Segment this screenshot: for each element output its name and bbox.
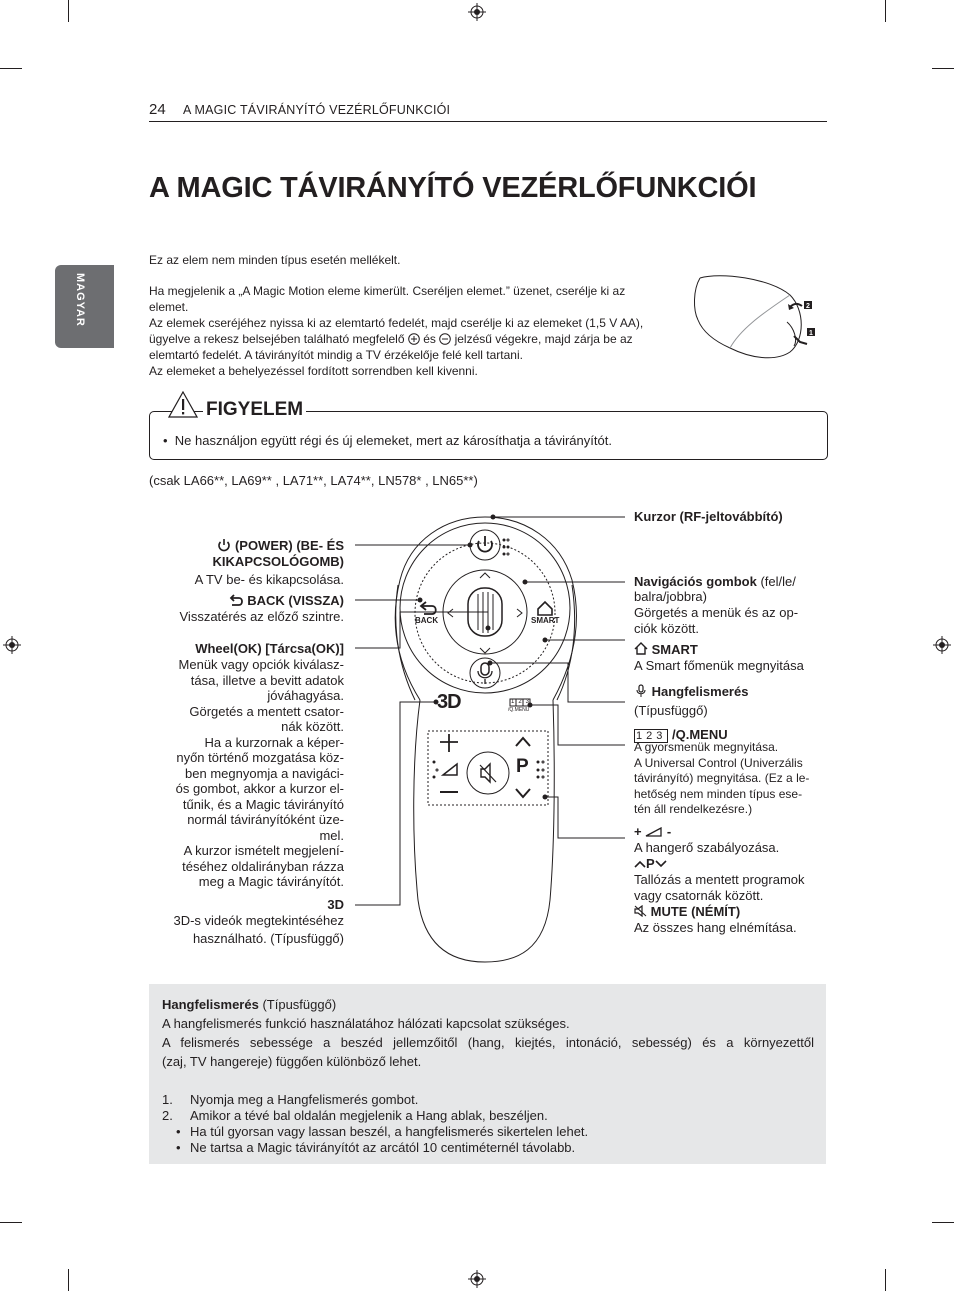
wheel-desc-line: mel.: [319, 827, 344, 843]
caution-bullet-text: Ne használjon együtt régi és új elemeket, mert az károsíthatja a távirányítót.: [174, 433, 612, 448]
back-label: [229, 593, 344, 609]
qmenu-desc-line: A Universal Control (Univerzális: [634, 755, 803, 770]
voice-box-title-text: Hangfelismerés: [162, 997, 259, 1012]
back-icon: [229, 594, 244, 606]
intro-line: Az elemeket a behelyezéssel fordított sorrendben kell kivenni.: [149, 364, 478, 378]
intro-line: Az elemek cseréjéhez nyissa ki az elemtartó fedelét, majd cserélje ki az elemeket (1,5 V AA),: [149, 316, 644, 330]
crop-mark: [885, 1269, 886, 1291]
qmenu-desc-line: A gyorsmenük megnyitása.: [634, 740, 779, 754]
program-title: P: [646, 856, 655, 871]
intro-line: elemet.: [149, 300, 189, 314]
caution-title: FIGYELEM: [203, 399, 306, 421]
voice-box-line: A felismerés sebessége a beszéd jellemzőitől (hang, kiejtés, intonáció, sebesség) és a környezettől: [162, 1035, 814, 1050]
mute-icon: [634, 905, 647, 917]
registration-mark-icon: [933, 636, 951, 654]
power-desc: A TV be- és kikapcsolása.: [194, 572, 344, 587]
running-title: A MAGIC TÁVIRÁNYÍTÓ VEZÉRLŐFUNKCIÓI: [183, 103, 451, 117]
wheel-desc-line: A kurzor ismételt megjelení-: [183, 843, 344, 858]
voice-desc: (Típusfüggő): [634, 703, 708, 718]
wheel-desc-line: ben megnyomja a navigáci-: [185, 765, 344, 781]
wheel-title: Wheel(OK) [Tárcsa(OK)]: [195, 641, 344, 656]
remote-smart-label: SMART: [531, 616, 560, 625]
program-desc: Tallózás a mentett programok: [634, 872, 805, 887]
bullet-text: Ha túl gyorsan vagy lassan beszél, a hangfelismerés sikertelen lehet.: [190, 1124, 589, 1139]
qmenu-title: /Q.MENU: [671, 727, 728, 742]
power-title: (POWER) (BE- ÉS: [234, 538, 344, 553]
step-text: Nyomja meg a Hangfelismerés gombot.: [190, 1092, 419, 1107]
page-number: 24: [149, 101, 166, 118]
program-desc: vagy csatornák között.: [634, 888, 764, 903]
wheel-desc-line: ós gombot, akkor a kurzor el-: [175, 781, 344, 796]
volume-icon: [645, 827, 663, 837]
threed-desc: használható. (Típusfüggő): [192, 931, 344, 946]
intro-text: ügyelve a rekesz belsejében található megfelelő: [149, 332, 405, 346]
crop-mark: [932, 68, 954, 69]
nav-desc: balra/jobbra): [634, 589, 707, 604]
power-label: [217, 538, 344, 554]
wheel-desc-line: Ha a kurzornak a képer-: [204, 734, 344, 750]
intro-line: Ha megjelenik a „A Magic Motion eleme kimerült. Cseréljen elemet.” üzenet, cserélje ki az: [149, 284, 626, 298]
smart-title: SMART: [651, 642, 698, 657]
qmenu-desc-line: távirányító) megnyitása. (Ez a le-: [634, 771, 810, 785]
registration-mark-icon: [468, 3, 486, 21]
voice-box-title-suffix: (Típusfüggő): [262, 997, 337, 1012]
smart-label: [634, 642, 698, 658]
mute-label: [634, 904, 740, 920]
qmenu-digits-icon: 123: [636, 730, 667, 742]
bullet-dot: •: [176, 1140, 181, 1155]
nav-title: Navigációs gombok: [634, 574, 757, 589]
crop-mark: [68, 0, 69, 22]
wheel-desc-line: nyőn történő mozgatása köz-: [176, 750, 344, 765]
intro-text: jelzésű végekre, majd zárja be az: [454, 332, 633, 346]
battery-cover-illustration: [690, 270, 820, 365]
remote-diagram: [340, 505, 640, 965]
crop-mark: [932, 1222, 954, 1223]
bullet-text: Ne tartsa a Magic távirányítót az arcától 10 centiméternél távolabb.: [190, 1140, 576, 1155]
registration-mark-icon: [468, 1270, 486, 1288]
wheel-desc-line: nák között.: [281, 719, 344, 734]
mute-title: MUTE (NÉMÍT): [650, 904, 741, 919]
nav-label: [634, 574, 796, 590]
wheel-desc-line: téséhez oldalirányban rázza: [182, 858, 344, 874]
header-rule: [149, 121, 827, 122]
language-tab-label: MAGYAR: [74, 273, 86, 327]
registration-mark-icon: [3, 636, 21, 654]
wheel-desc-line: meg a Magic távirányítót.: [198, 874, 344, 889]
volume-desc: A hangerő szabályozása.: [634, 840, 780, 855]
home-icon: [634, 642, 648, 655]
back-desc: Visszatérés az előző szintre.: [179, 609, 344, 624]
voice-label: [634, 684, 748, 700]
nav-desc: Görgetés a menük és az op-: [634, 605, 799, 620]
wheel-desc-line: tűnik, és a Magic távirányító: [182, 796, 344, 812]
wheel-desc-line: jóváhagyása.: [267, 688, 344, 703]
power-icon: [217, 538, 231, 552]
threed-title: 3D: [327, 897, 344, 912]
qmenu-desc-line: hetőség nem minden típus ese-: [634, 786, 803, 801]
wheel-desc: [176, 657, 344, 890]
voice-title: Hangfelismerés: [651, 684, 749, 699]
wheel-desc-line: Görgetés a mentett csator-: [189, 703, 344, 719]
language-tab: [55, 265, 114, 348]
bullet-dot: •: [176, 1124, 181, 1139]
step-text: Amikor a tévé bal oldalán megjelenik a Hang ablak, beszéljen.: [190, 1108, 548, 1123]
smart-desc: A Smart főmenük megnyitása: [634, 658, 804, 673]
remote-back-label: BACK: [415, 616, 439, 625]
voice-box-line: A hangfelismerés funkció használatához hálózati kapcsolat szükséges.: [162, 1016, 570, 1031]
svg-text:2: 2: [806, 303, 810, 310]
remote-p-label: P: [516, 756, 529, 777]
volume-minus: -: [666, 824, 672, 839]
model-list: (csak LA66**, LA69** , LA71**, LA74**, LN578* , LN65**): [149, 473, 478, 488]
qmenu-desc: [634, 740, 809, 818]
chevron-down-icon: [655, 860, 667, 868]
volume-plus: +: [634, 824, 642, 839]
crop-mark: [0, 68, 22, 69]
nav-desc: (fel/le/: [760, 574, 796, 589]
voice-box-line: (zaj, TV hangereje) függően különböző lehet.: [162, 1054, 422, 1069]
battery-note: Ez az elem nem minden típus esetén mellékelt.: [149, 253, 401, 267]
wheel-desc-line: tása, illetve a bevitt adatok: [190, 672, 344, 688]
remote-qmenu-label: /Q.MENU: [508, 707, 530, 713]
volume-label: [634, 824, 671, 840]
program-label: [634, 856, 667, 872]
threed-desc: 3D-s videók megtekintéséhez: [173, 913, 344, 928]
back-title: BACK (VISSZA): [247, 593, 344, 608]
crop-mark: [885, 0, 886, 22]
cursor-title: Kurzor (RF-jeltovábbító): [634, 509, 783, 524]
wheel-desc-line: Menük vagy opciók kiválasz-: [178, 657, 344, 672]
intro-text: és: [423, 332, 436, 346]
warning-triangle-icon: [168, 391, 198, 418]
microphone-icon: [634, 684, 648, 698]
page-title: A MAGIC TÁVIRÁNYÍTÓ VEZÉRLŐFUNKCIÓI: [149, 172, 757, 204]
nav-desc: ciók között.: [634, 621, 700, 636]
wheel-desc-line: normál távirányítóként üze-: [187, 812, 344, 827]
crop-mark: [68, 1269, 69, 1291]
qmenu-desc-line: tén áll rendelkezésre.): [634, 802, 753, 816]
step-number: 1.: [162, 1092, 173, 1107]
intro-line: [149, 331, 633, 347]
intro-line: elemtartó fedelét. A távirányítót mindig a TV érzékelője felé kell tartani.: [149, 348, 523, 362]
step-number: 2.: [162, 1108, 173, 1123]
mute-desc: Az összes hang elnémítása.: [634, 920, 797, 935]
remote-3d-label: 3D: [437, 691, 461, 713]
plus-terminal-icon: [408, 333, 420, 345]
chevron-up-icon: [634, 860, 646, 868]
remote-qmenu-digits: 123: [511, 699, 534, 705]
caution-bullet: • Ne használjon együtt régi és új elemeket, mert az károsíthatja a távirányítót.: [163, 433, 612, 448]
minus-terminal-icon: [439, 333, 451, 345]
svg-text:1: 1: [809, 330, 813, 337]
voice-box-title: [162, 997, 336, 1013]
voice-recognition-box: [149, 984, 826, 1164]
crop-mark: [0, 1222, 22, 1223]
power-title-line2: KIKAPCSOLÓGOMB): [212, 554, 344, 569]
